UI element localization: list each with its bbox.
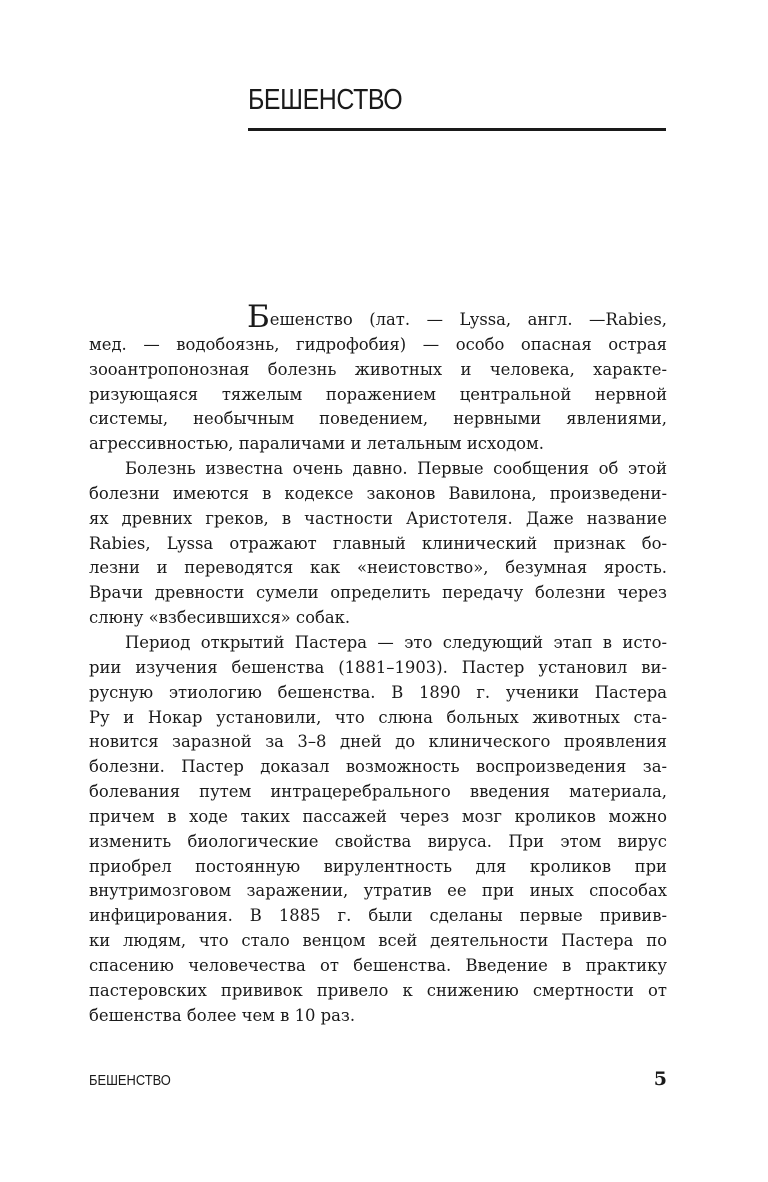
paragraph-line: пастеровских прививок привело к снижению смертности от [89, 980, 667, 1000]
running-head: БЕШЕНСТВО [89, 1072, 171, 1089]
paragraph-line: инфицирования. В 1885 г. были сделаны первые привив- [89, 906, 667, 926]
paragraph-line: Врачи древности сумели определить передачу болезни через [89, 583, 667, 603]
paragraph-line: системы, необычным поведением, нервными явлениями, [89, 409, 667, 429]
paragraph-line: причем в ходе таких пассажей через мозг кроликов можно [89, 806, 667, 826]
paragraph-line: зооантропонозная болезнь животных и человека, характе- [89, 359, 667, 379]
paragraph-line: спасению человечества от бешенства. Введение в практику [89, 955, 667, 975]
paragraph-line: Бешенство (лат. — Lyssa, англ. —Rabies, [247, 299, 667, 335]
paragraph-line: лезни и переводятся как «неистовство», безумная ярость. [89, 558, 667, 578]
paragraph-line: внутримозговом заражении, утратив ее при иных способах [89, 881, 667, 901]
page-number: 5 [653, 1068, 667, 1090]
paragraph-line: бешенства более чем в 10 раз. [89, 1005, 356, 1025]
paragraph-line: мед. — водобоязнь, гидрофобия) — особо опасная острая [89, 334, 667, 354]
paragraph-line: болезни. Пастер доказал возможность воспроизведения за- [89, 757, 667, 777]
paragraph-line: ки людям, что стало венцом всей деятельности Пастера по [89, 931, 667, 951]
paragraph-line: Болезнь известна очень давно. Первые сообщения об этой [125, 459, 667, 479]
paragraph-line: болевания путем интрацеребрального введения материала, [89, 782, 667, 802]
paragraph-line: русную этиологию бешенства. В 1890 г. ученики Пастера [89, 682, 667, 702]
paragraph-line: Rabies, Lyssa отражают главный клинический признак бо- [89, 533, 667, 553]
paragraph-line: рии изучения бешенства (1881–1903). Пастер установил ви- [89, 657, 667, 677]
paragraph-line: ях древних греков, в частности Аристотеля. Даже название [89, 508, 667, 528]
title-rule [248, 128, 666, 131]
paragraph-line: изменить биологические свойства вируса. При этом вирус [89, 831, 667, 851]
paragraph-line: болезни имеются в кодексе законов Вавилона, произведени- [89, 483, 667, 503]
paragraph-line: агрессивностью, параличами и летальным исходом. [89, 434, 544, 454]
paragraph-line: Ру и Нокар установили, что слюна больных животных ста- [89, 707, 667, 727]
paragraph-line: ризующаяся тяжелым поражением центральной нервной [89, 384, 667, 404]
drop-cap: Б [247, 299, 270, 335]
chapter-title: БЕШЕНСТВО [248, 84, 403, 116]
paragraph-line: Период открытий Пастера — это следующий этап в исто- [125, 632, 667, 652]
paragraph-line: слюну «взбесившихся» собак. [89, 608, 351, 628]
paragraph-line: приобрел постоянную вирулентность для кроликов при [89, 856, 667, 876]
body-text [89, 299, 667, 1028]
paragraph-line: новится заразной за 3–8 дней до клинического проявления [89, 732, 667, 752]
